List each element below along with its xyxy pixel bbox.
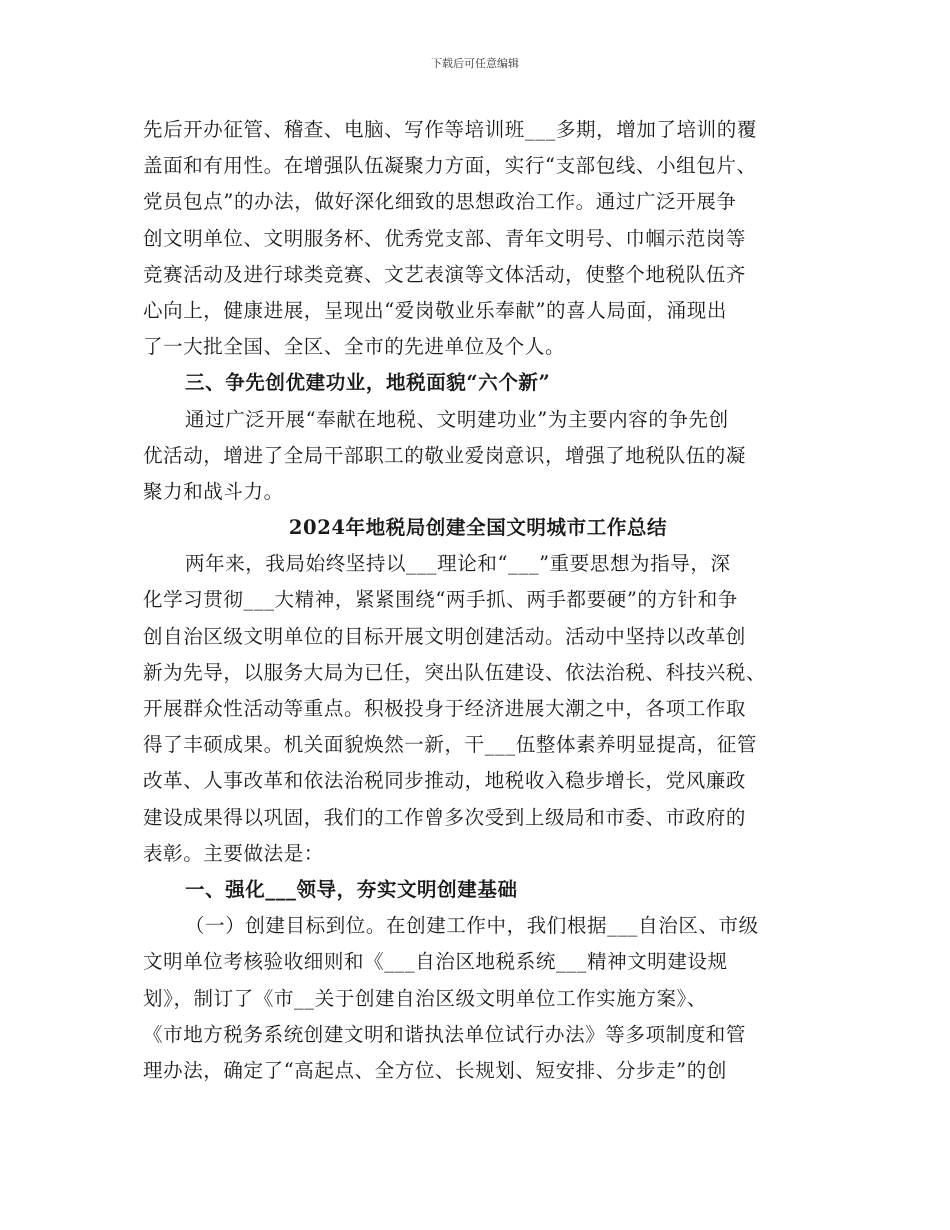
body-text-line: （一）创建目标到位。在创建工作中，我们根据___自治区、市级	[185, 914, 759, 938]
body-text-line: 两年来，我局始终坚持以___理论和“___”重要思想为指导，深	[185, 552, 731, 576]
body-text-line: 改革、人事改革和依法治税同步推动，地税收入稳步增长，党风廉政	[143, 769, 747, 793]
body-text-line: 创自治区级文明单位的目标开展文明创建活动。活动中坚持以改革创	[143, 624, 747, 648]
section-heading: 一、强化___领导，夯实文明创建基础	[185, 877, 518, 901]
page-header: 下载后可任意编辑	[431, 57, 519, 70]
section-heading: 三、争先创优建功业，地税面貌“六个新”	[185, 371, 551, 395]
body-text-line: 开展群众性活动等重点。积极投身于经济进展大潮之中，各项工作取	[143, 697, 747, 720]
body-text-line: 优活动，增进了全局干部职工的敬业爱岗意识，增强了地税队伍的凝	[143, 443, 747, 467]
document-title: 2024年地税局创建全国文明城市工作总结	[288, 516, 668, 540]
body-text-line: 通过广泛开展“奉献在地税、文明建功业”为主要内容的争先创	[185, 407, 729, 431]
body-text-line: 划》，制订了《市__关于创建自治区级文明单位工作实施方案》、	[143, 986, 708, 1010]
body-text-line: 创文明单位、文明服务杯、优秀党支部、青年文明号、巾帼示范岗等	[143, 226, 747, 250]
body-text-line: 聚力和战斗力。	[143, 479, 284, 503]
body-text-line: 化学习贯彻___大精神，紧紧围绕“两手抓、两手都要硬”的方针和争	[143, 588, 738, 612]
body-text-line: 了一大批全国、全区、全市的先进单位及个人。	[143, 335, 566, 359]
body-text-line: 理办法，确定了“高起点、全方位、长规划、短安排、分步走”的创	[143, 1058, 727, 1082]
body-text-line: 心向上，健康进展，呈现出“爱岗敬业乐奉献”的喜人局面，涌现出	[143, 298, 727, 322]
body-text-line: 党员包点”的办法，做好深化细致的思想政治工作。通过广泛开展争	[143, 190, 737, 214]
body-text-line: 表彰。主要做法是：	[143, 841, 324, 865]
body-text-line: 新为先导，以服务大局为已任，突出队伍建设、依法治税、科技兴税、	[143, 660, 767, 684]
body-text-line: 盖面和有用性。在增强队伍凝聚力方面，实行“支部包线、小组包片、	[143, 154, 757, 178]
body-text-line: 文明单位考核验收细则和《___自治区地税系统___精神文明建设规	[143, 950, 728, 974]
body-text-line: 得了丰硕成果。机关面貌焕然一新，干___伍整体素养明显提高，征管	[143, 733, 757, 757]
body-text-line: 竞赛活动及进行球类竞赛、文艺表演等文体活动，使整个地税队伍齐	[143, 262, 747, 286]
document-body	[143, 112, 813, 1089]
body-text-line: 先后开办征管、稽查、电脑、写作等培训班___多期，增加了培训的覆	[143, 118, 757, 141]
body-text-line: 《市地方税务系统创建文明和谐执法单位试行办法》等多项制度和管	[143, 1022, 747, 1046]
body-text-line: 建设成果得以巩固，我们的工作曾多次受到上级局和市委、市政府的	[143, 805, 747, 829]
